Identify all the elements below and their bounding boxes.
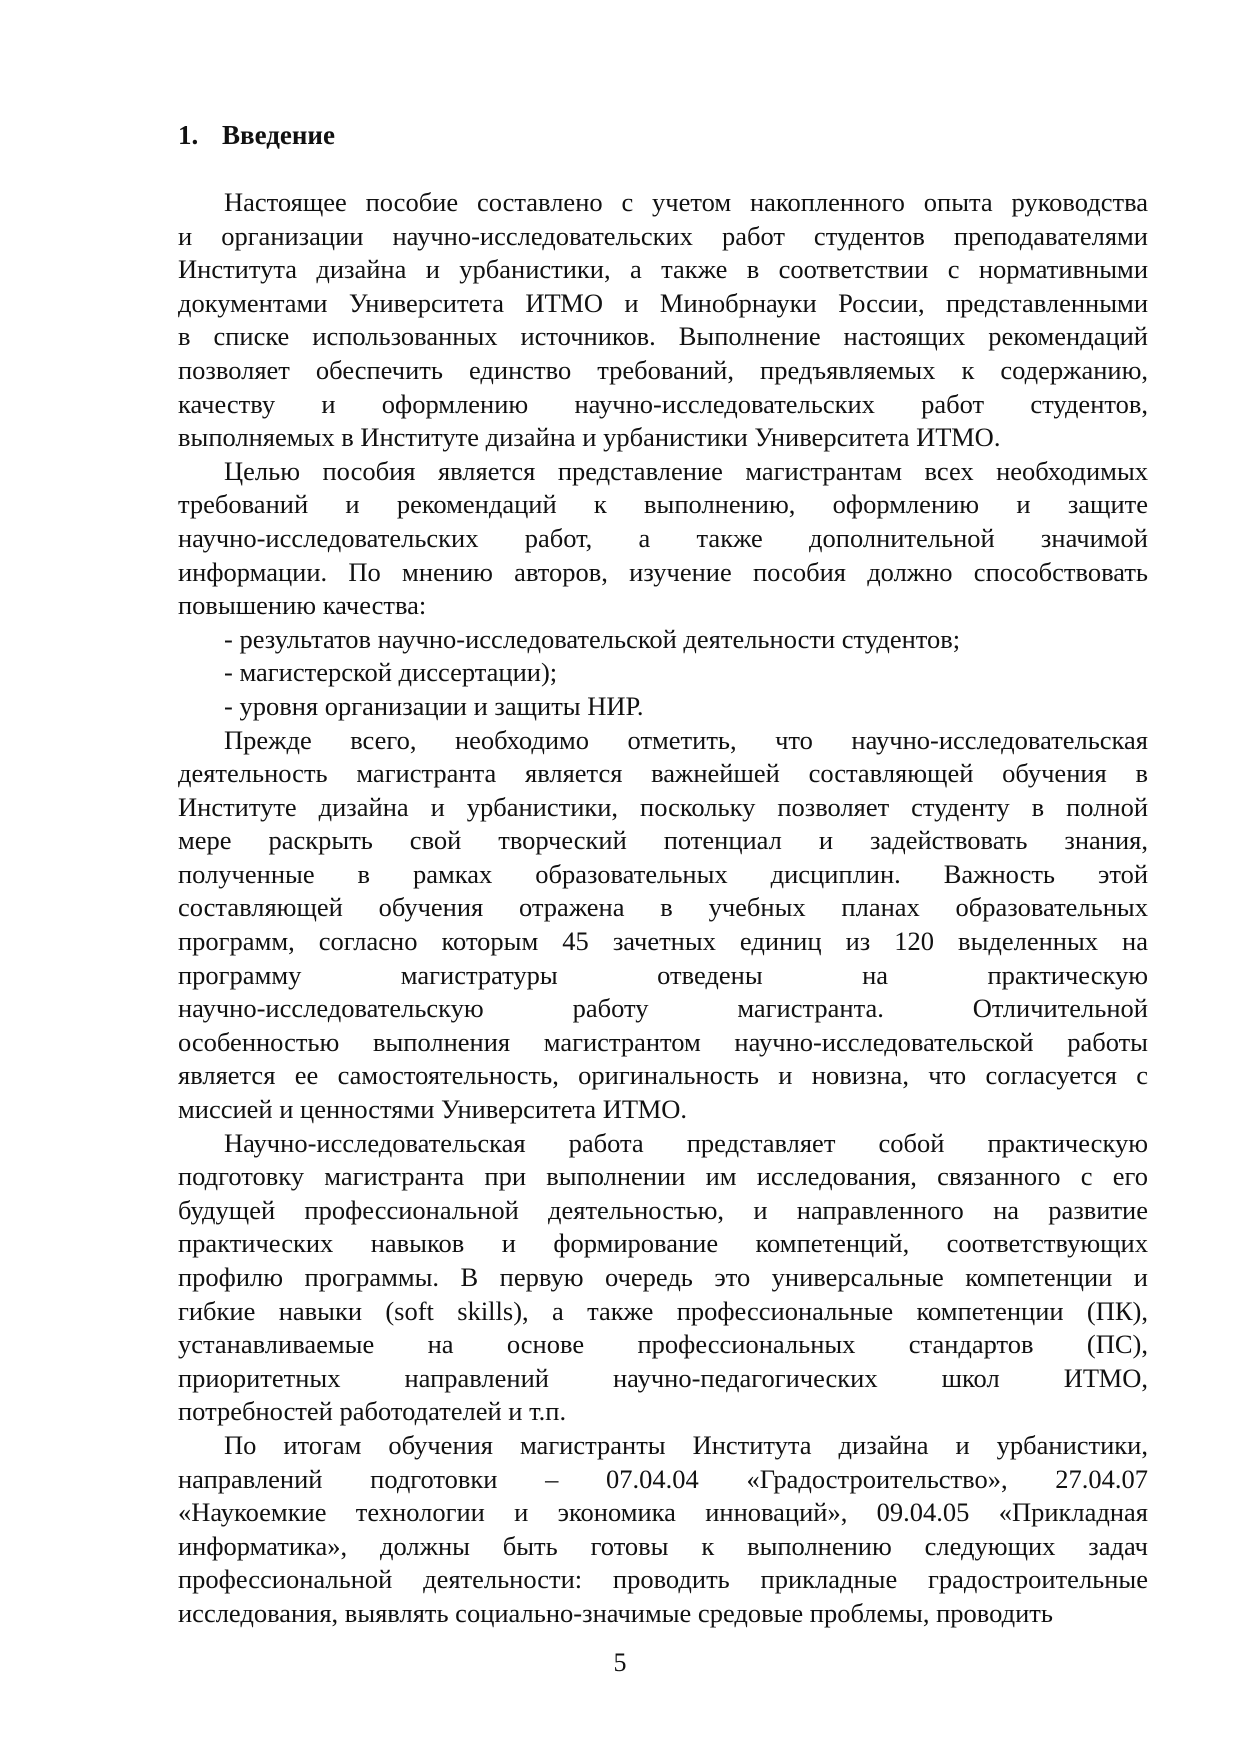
text-line: программ, согласно которым 45 зачетных единиц из 120 выделенных на: [178, 926, 1148, 957]
text-line: полученные в рамках образовательных дисциплин. Важность этой: [178, 858, 1148, 889]
text-line: деятельность магистранта является важнейшей составляющей обучения в: [178, 758, 1148, 789]
text-line: практических навыков и формирование компетенций, соответствующих: [178, 1228, 1148, 1259]
text-line: Прежде всего, необходимо отметить, что научно-исследовательская: [224, 724, 1148, 755]
text-line: является ее самостоятельность, оригинальность и новизна, что согласуется с: [178, 1060, 1148, 1091]
text-line: научно-исследовательскую работу магистранта. Отличительной: [178, 993, 1148, 1024]
text-line: информации. По мнению авторов, изучение пособия должно способствовать: [178, 556, 1148, 587]
body-text: [178, 186, 1148, 1631]
text-line: программу магистратуры отведены на практическую: [178, 959, 1148, 990]
text-line: гибкие навыки (soft skills), а также профессиональные компетенции (ПК),: [178, 1295, 1148, 1326]
section-heading: [178, 118, 1148, 152]
text-line: подготовку магистранта при выполнении им исследования, связанного с его: [178, 1161, 1148, 1192]
text-line: профессиональной деятельности: проводить прикладные градостроительные: [178, 1564, 1148, 1595]
paragraph: [178, 656, 1148, 690]
text-line: информатика», должны быть готовы к выполнению следующих задач: [178, 1530, 1148, 1561]
text-line: направлений подготовки – 07.04.04 «Градостроительство», 27.04.07: [178, 1463, 1148, 1494]
text-line: качеству и оформлению научно-исследовательских работ студентов,: [178, 388, 1148, 419]
paragraph: [178, 1127, 1148, 1429]
text-line: будущей профессиональной деятельностью, и направленного на развитие: [178, 1194, 1148, 1225]
text-line: профилю программы. В первую очередь это универсальные компетенции и: [178, 1262, 1148, 1292]
text-line: требований и рекомендаций к выполнению, оформлению и защите: [178, 489, 1148, 520]
text-line: - результатов научно-исследовательской деятельности студентов;: [224, 623, 961, 654]
text-line: потребностей работодателей и т.п.: [178, 1396, 567, 1427]
paragraph: [178, 1429, 1148, 1631]
text-line: выполняемых в Институте дизайна и урбанистики Университета ИТМО.: [178, 422, 1001, 453]
paragraph: [178, 186, 1148, 455]
text-line: документами Университета ИТМО и Минобрнауки России, представленными: [178, 287, 1148, 318]
text-line: Институте дизайна и урбанистики, поскольку позволяет студенту в полной: [178, 791, 1148, 822]
text-line: повышению качества:: [178, 590, 427, 621]
text-line: - магистерской диссертации);: [224, 657, 558, 688]
text-line: - уровня организации и защиты НИР.: [224, 690, 644, 721]
section-number: 1.: [178, 120, 199, 150]
text-line: исследования, выявлять социально-значимые средовые проблемы, проводить: [178, 1597, 1053, 1628]
text-line: Настоящее пособие составлено с учетом накопленного опыта руководства: [224, 187, 1148, 217]
paragraph: [178, 623, 1148, 657]
page-number: 5: [613, 1648, 627, 1677]
text-line: приоритетных направлений научно-педагогических школ ИТМО,: [178, 1362, 1148, 1393]
text-line: научно-исследовательских работ, а также дополнительной значимой: [178, 522, 1148, 553]
text-line: По итогам обучения магистранты Института дизайна и урбанистики,: [224, 1429, 1148, 1460]
paragraph: [178, 724, 1148, 1127]
text-line: устанавливаемые на основе профессиональных стандартов (ПС),: [178, 1329, 1148, 1360]
text-line: Института дизайна и урбанистики, а также в соответствии с нормативными: [178, 254, 1148, 285]
text-line: «Наукоемкие технологии и экономика инноваций», 09.04.05 «Прикладная: [178, 1497, 1148, 1528]
text-line: в списке использованных источников. Выполнение настоящих рекомендаций: [178, 321, 1148, 352]
text-line: Научно-исследовательская работа представляет собой практическую: [224, 1127, 1148, 1158]
paragraph: [178, 690, 1148, 724]
text-line: Целью пособия является представление магистрантам всех необходимых: [224, 455, 1148, 486]
text-line: особенностью выполнения магистрантом научно-исследовательской работы: [178, 1026, 1148, 1057]
text-line: миссией и ценностями Университета ИТМО.: [178, 1094, 688, 1125]
text-line: и организации научно-исследовательских работ студентов преподавателями: [178, 220, 1148, 251]
paragraph: [178, 455, 1148, 623]
text-line: составляющей обучения отражена в учебных планах образовательных: [178, 892, 1148, 923]
section-title: Введение: [222, 120, 335, 150]
text-line: позволяет обеспечить единство требований, предъявляемых к содержанию,: [178, 354, 1148, 385]
page-body: [178, 118, 1148, 1631]
text-line: мере раскрыть свой творческий потенциал и задействовать знания,: [178, 825, 1148, 856]
